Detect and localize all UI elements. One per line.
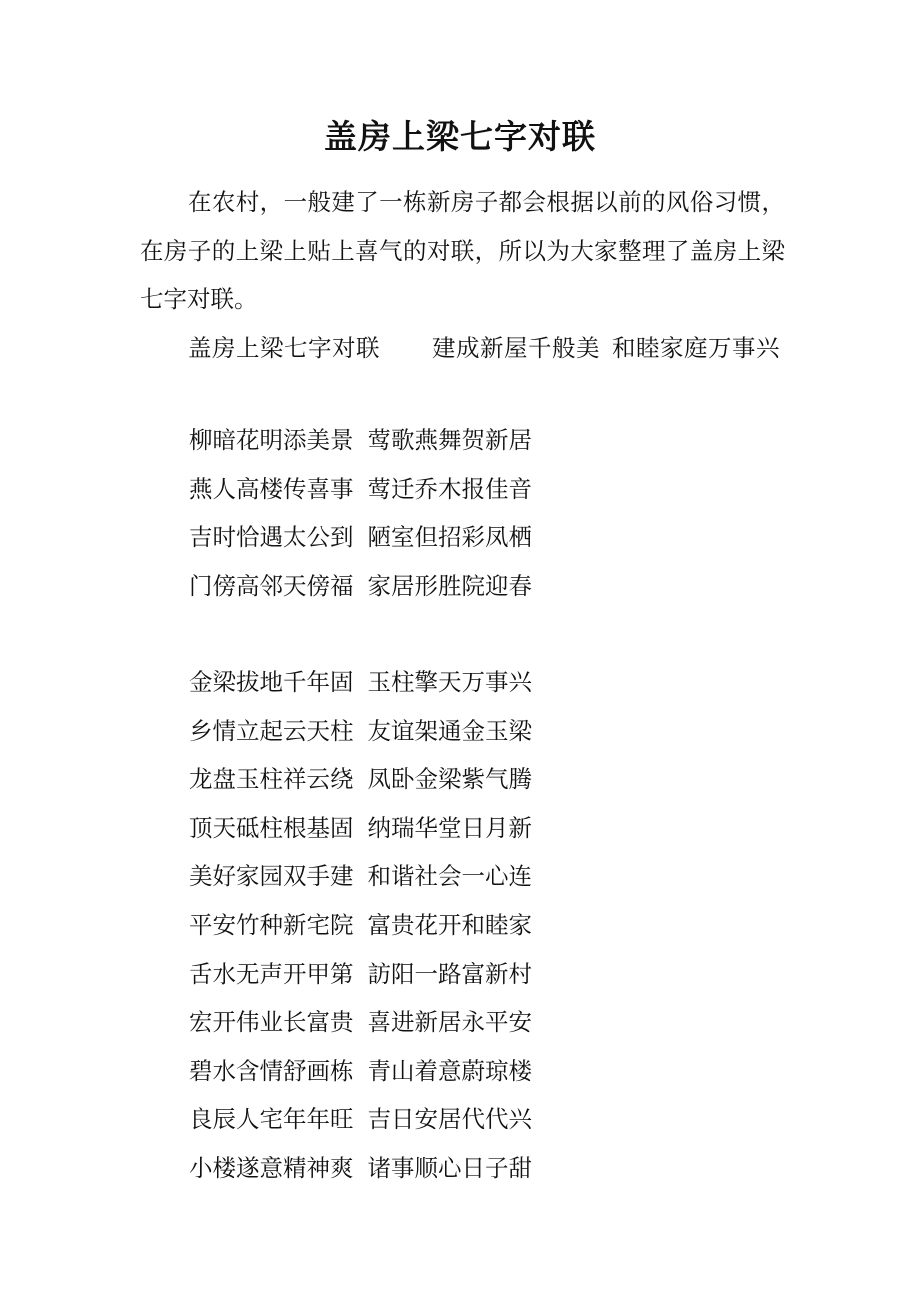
section-heading-line <box>140 324 785 373</box>
couplet-first-line: 建成新屋千般美 <box>432 334 600 362</box>
couplet-second-line: 和谐社会一心连 <box>367 862 532 891</box>
couplet-row <box>189 658 609 707</box>
couplet-second-line: 吉日安居代代兴 <box>367 1105 532 1134</box>
couplet-row <box>189 1144 609 1193</box>
couplet-row <box>189 998 609 1047</box>
couplet-first-line: 柳暗花明添美景 <box>189 426 354 454</box>
couplet-row <box>189 513 609 562</box>
couplet-first-line: 乡情立起云天柱 <box>189 716 354 745</box>
couplet-second-line: 青山着意蔚琼楼 <box>367 1056 532 1085</box>
couplet-second-line: 莺歌燕舞贺新居 <box>367 426 532 454</box>
couplet-first-line: 碧水含情舒画栋 <box>189 1056 354 1085</box>
couplet-second-line: 富贵花开和睦家 <box>367 910 532 939</box>
couplet-first-line: 门傍高邻天傍福 <box>189 571 354 600</box>
intro-paragraph: 在农村，一般建了一栋新房子都会根据以前的风俗习惯，在房子的上梁上贴上喜气的对联，所以为大家整理了盖房上梁七字对联。 <box>140 188 785 313</box>
couplet-list-group-1 <box>189 416 609 610</box>
couplet-first-line: 燕人高楼传喜事 <box>189 474 354 503</box>
couplet-first-line: 小楼遂意精神爽 <box>189 1153 354 1182</box>
couplet-first-line: 龙盘玉柱祥云绕 <box>189 765 354 794</box>
couplet-row <box>189 852 609 901</box>
couplet-first-line: 平安竹种新宅院 <box>189 910 354 939</box>
couplet-row <box>189 1047 609 1096</box>
couplet-second-line: 纳瑞华堂日月新 <box>367 813 532 842</box>
couplet-first-line: 顶天砥柱根基固 <box>189 813 354 842</box>
couplet-first-line: 吉时恰遇太公到 <box>189 523 354 552</box>
couplet-first-line: 金梁拔地千年固 <box>189 668 354 696</box>
couplet-second-line: 訪阳一路富新村 <box>367 959 532 988</box>
couplet-first-line: 舌水无声开甲第 <box>189 959 354 988</box>
couplet-second-line: 喜进新居永平安 <box>367 1008 532 1037</box>
couplet-row <box>189 950 609 999</box>
couplet-first-line: 宏开伟业长富贵 <box>189 1008 354 1037</box>
couplet-second-line: 友谊架通金玉梁 <box>367 716 532 745</box>
couplet-second-line: 陋室但招彩凤栖 <box>367 523 532 552</box>
couplet-row <box>189 804 609 853</box>
couplet-second-line: 家居形胜院迎春 <box>367 571 532 600</box>
couplet-first-line: 美好家园双手建 <box>189 862 354 891</box>
couplet-second-line: 凤卧金梁紫气腾 <box>367 765 532 794</box>
page-title: 盖房上梁七字对联 <box>324 117 596 156</box>
couplet-row <box>189 416 609 465</box>
couplet-row <box>189 1095 609 1144</box>
couplet-row <box>189 562 609 611</box>
couplet-row <box>189 465 609 514</box>
couplet-row <box>189 901 609 950</box>
couplet-first-line: 良辰人宅年年旺 <box>189 1105 354 1134</box>
couplet-second-line: 玉柱擎天万事兴 <box>367 668 532 696</box>
couplet-row <box>189 707 609 756</box>
couplet-second-line: 和睦家庭万事兴 <box>612 334 780 362</box>
couplet-second-line: 莺迁乔木报佳音 <box>367 474 532 503</box>
couplet-row <box>189 755 609 804</box>
section-label: 盖房上梁七字对联 <box>188 334 380 362</box>
couplet-second-line: 诸事顺心日子甜 <box>367 1153 532 1182</box>
couplet-list-group-2 <box>189 658 609 1193</box>
